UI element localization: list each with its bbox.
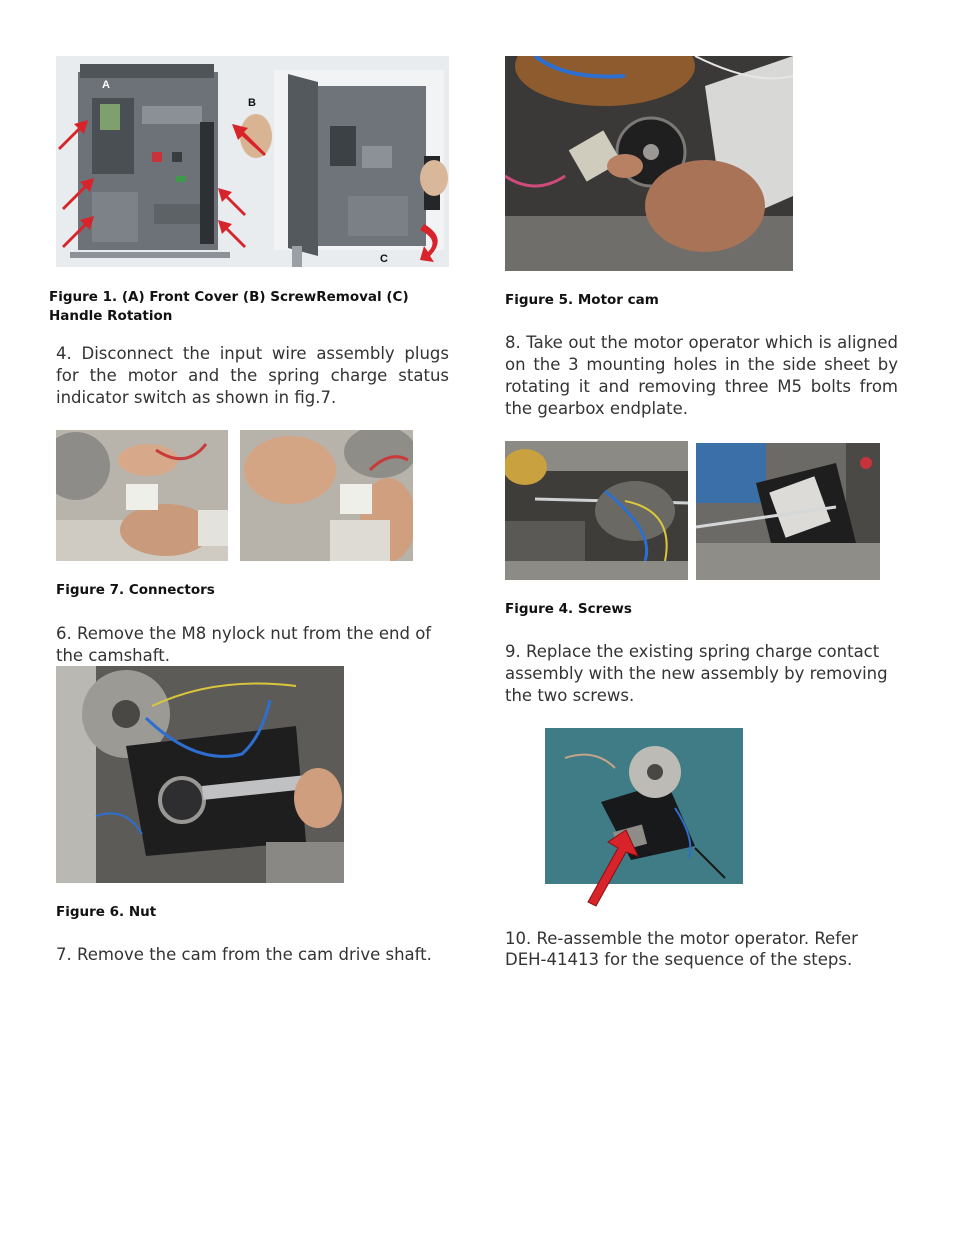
step-9-text: 9. Replace the existing spring charge contact assembly with the new assembly by removing the two screws. bbox=[505, 642, 888, 705]
figure-7-photo-left bbox=[56, 430, 228, 561]
figure-1-label-b: B bbox=[248, 97, 256, 109]
figure-4-photo-left bbox=[505, 441, 688, 580]
figure-1-caption: Figure 1. (A) Front Cover (B) ScrewRemoval (C) Handle Rotation bbox=[49, 289, 409, 324]
figure-1-label-a: A bbox=[102, 79, 110, 91]
figure-6-photo bbox=[56, 666, 344, 883]
figure-1-label-c: C bbox=[380, 253, 388, 265]
figure-6-caption: Figure 6. Nut bbox=[56, 904, 157, 920]
figure-4-caption: Figure 4. Screws bbox=[505, 601, 632, 617]
figure-1-photo bbox=[56, 56, 449, 267]
step-8-text: 8. Take out the motor operator which is aligned on the 3 mounting holes in the side sheet by rotating it and removing three M5 bolts from the gearbox endplate. bbox=[505, 333, 898, 418]
step-4-text: 4. Disconnect the input wire assembly plugs for the motor and the spring charge status indicator switch as shown in fig.7. bbox=[56, 344, 449, 407]
figure-5-photo bbox=[505, 56, 793, 271]
contact-assembly-photo bbox=[545, 728, 743, 884]
step-6-text: 6. Remove the M8 nylock nut from the end of the camshaft. bbox=[56, 624, 432, 665]
step-7-text: 7. Remove the cam from the cam drive shaft. bbox=[56, 945, 432, 964]
figure-7-photo-right bbox=[240, 430, 413, 561]
figure-7-caption: Figure 7. Connectors bbox=[56, 582, 215, 598]
red-arrow-icon bbox=[580, 822, 640, 908]
figure-5-caption: Figure 5. Motor cam bbox=[505, 292, 659, 308]
step-10-text: 10. Re-assemble the motor operator. Refer DEH-41413 for the sequence of the steps. bbox=[505, 929, 858, 969]
figure-4-photo-right bbox=[696, 443, 880, 580]
